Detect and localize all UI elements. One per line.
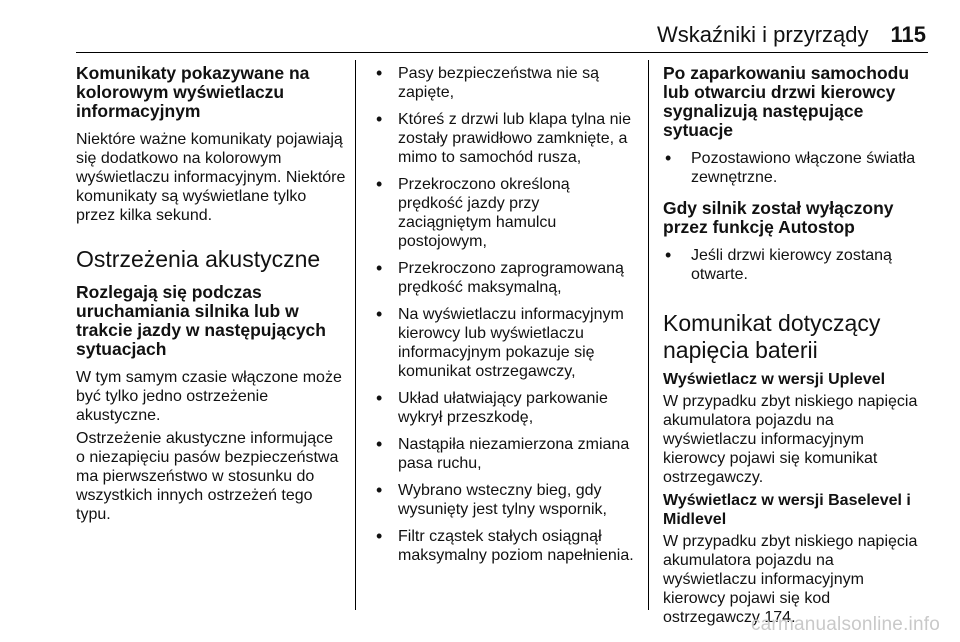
heading-autostop: Gdy silnik został wyłączony przez funkcję Autostop [663, 198, 894, 237]
column-divider-2 [648, 60, 649, 610]
paragraph-uplevel: W przypadku zbyt niskiego napięcia akumulatora pojazdu na wyświetlaczu informacyjnym kierowcy pojawi się komunikat ostrzegawczy. [663, 393, 918, 486]
heading-warning-situations: Rozlegają się podczas uruchamiania silnika lub w trakcie jazdy w następujących sytuacjach [76, 282, 326, 359]
heading-color-display-messages: Komunikaty pokazywane na kolorowym wyświetlaczu informacyjnym [76, 63, 310, 121]
header-title: Wskaźniki i przyrządy [657, 22, 869, 47]
heading-after-parking: Po zaparkowaniu samochodu lub otwarciu drzwi kierowcy sygnalizują następujące sytuacje [663, 63, 910, 140]
after-parking-list [663, 149, 928, 187]
section-title-acoustic-warnings: Ostrzeżenia akustyczne [76, 246, 321, 272]
list-item: • Przekroczono określoną prędkość jazdy przy zaciągniętym hamulcu postojowym, [374, 175, 636, 251]
paragraph-seatbelt-priority: Ostrzeżenie akustyczne informujące o niezapięciu pasów bezpieczeństwa ma pierwszeństwo w stosunku do wszystkich innych ostrzeżeń tego typu. [76, 430, 339, 523]
list-item: • Filtr cząstek stałych osiągnął maksymalny poziom napełnienia. [374, 527, 636, 565]
paragraph-baselevel-midlevel: W przypadku zbyt niskiego napięcia akumulatora pojazdu na wyświetlaczu informacyjnym kierowcy pojawi się kod ostrzegawczy 174. [663, 533, 918, 626]
list-item: • Układ ułatwiający parkowanie wykrył przeszkodę, [374, 389, 636, 427]
paragraph-single-warning: W tym samym czasie włączone może być tylko jedno ostrzeżenie akustyczne. [76, 369, 342, 424]
column-divider-1 [355, 60, 356, 610]
watermark: carmanualsonline.info [750, 614, 940, 635]
warning-situations-list [374, 64, 636, 565]
list-item: • Przekroczono zaprogramowaną prędkość maksymalną, [374, 259, 636, 297]
header-rule [76, 52, 928, 53]
paragraph-color-display: Niektóre ważne komunikaty pojawiają się dodatkowo na kolorowym wyświetlaczu informacyjnym. Niektóre komunikaty są wyświetlane tylko przez kilka sekund. [76, 131, 346, 224]
page-number: 115 [890, 22, 926, 47]
column-2 [374, 64, 636, 573]
page-header [657, 22, 926, 48]
list-item: • Któreś z drzwi lub klapa tylna nie zostały prawidłowo zamknięte, a mimo to samochód rusza, [374, 110, 636, 167]
list-item: • Wybrano wsteczny bieg, gdy wysunięty jest tylny wspornik, [374, 481, 636, 519]
list-item: • Na wyświetlaczu informacyjnym kierowcy lub wyświetlaczu informacyjnym pokazuje się komunikat ostrzegawczy, [374, 305, 636, 381]
list-item: • Pasy bezpieczeństwa nie są zapięte, [374, 64, 636, 102]
list-item: • Pozostawiono włączone światła zewnętrzne. [663, 149, 928, 187]
column-3 [663, 64, 928, 631]
section-title-battery-voltage: Komunikat dotyczący napięcia baterii [663, 310, 881, 363]
list-item: • Nastąpiła niezamierzona zmiana pasa ruchu, [374, 435, 636, 473]
subheading-baselevel-midlevel: Wyświetlacz w wersji Baselevel i Midlevel [663, 492, 911, 528]
autostop-list [663, 246, 928, 284]
list-item: • Jeśli drzwi kierowcy zostaną otwarte. [663, 246, 928, 284]
subheading-uplevel: Wyświetlacz w wersji Uplevel [663, 371, 886, 388]
column-1 [76, 64, 346, 528]
